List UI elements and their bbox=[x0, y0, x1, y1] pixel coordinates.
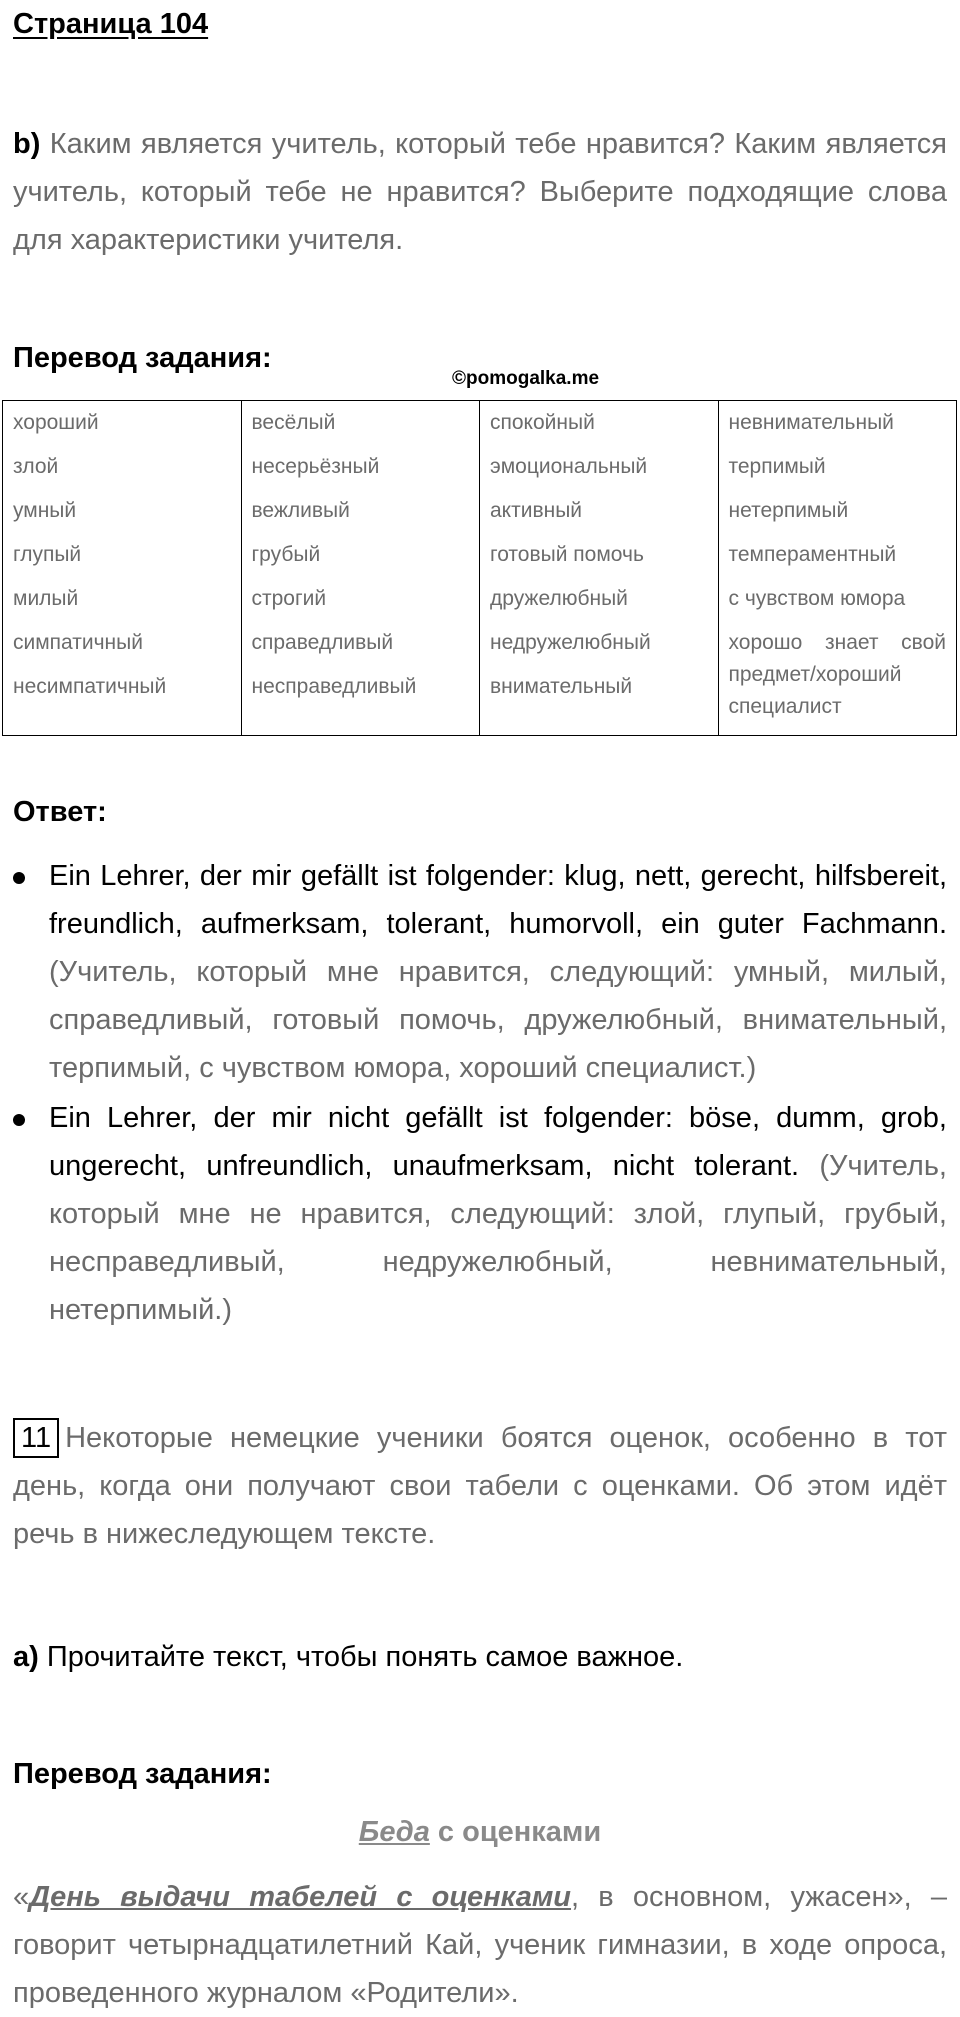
table-column-2 bbox=[241, 401, 480, 736]
translation-heading: Перевод задания: bbox=[13, 1758, 272, 1790]
task-a-label: а) bbox=[13, 1641, 39, 1673]
table-cell: симпатичный bbox=[13, 631, 143, 654]
table-cell: активный bbox=[490, 499, 583, 522]
table-column-4 bbox=[718, 401, 957, 736]
task-b-paragraph bbox=[13, 120, 947, 264]
table-cell: вежливый bbox=[251, 499, 350, 522]
table-cell: с чувством юмора bbox=[728, 587, 906, 610]
table-cell: строгий bbox=[251, 587, 327, 610]
table-cell: глупый bbox=[13, 543, 82, 566]
table-column-3 bbox=[480, 401, 719, 736]
answer-heading: Ответ: bbox=[13, 796, 107, 828]
story-quote-emphasis: День выдачи табелей с оценками bbox=[29, 1881, 572, 1913]
story-title-rest: с оценками bbox=[437, 1816, 602, 1848]
table-cell: умный bbox=[13, 499, 77, 522]
answer-russian: (Учитель, который мне не нравится, следующий: злой, глупый, грубый, несправедливый, недружелюбный, невнимательный, нетерпимый.) bbox=[49, 1150, 947, 1326]
answer-german: Ein Lehrer, der mir gefällt ist folgender: klug, nett, gerecht, hilfsbereit, freundlich, aufmerksam, tolerant, humorvoll, ein guter Fachmann. bbox=[49, 860, 947, 940]
answer-russian: (Учитель, который мне нравится, следующий: умный, милый, справедливый, готовый помочь, дружелюбный, внимательный, терпимый, с чувством юмора, хороший специалист.) bbox=[49, 956, 947, 1084]
table-cell: хороший bbox=[13, 411, 99, 434]
table-cell: милый bbox=[13, 587, 79, 610]
task-11-text: Некоторые немецкие ученики боятся оценок, особенно в тот день, когда они получают свои табели с оценками. Об этом идёт речь в нижеследующем тексте. bbox=[13, 1422, 947, 1550]
table-cell: хорошо знает свой предмет/хороший специалист bbox=[728, 631, 946, 718]
table-cell: несерьёзный bbox=[251, 455, 380, 478]
task-a-paragraph bbox=[13, 1633, 947, 1681]
table-cell: грубый bbox=[251, 543, 321, 566]
table-cell: злой bbox=[13, 455, 59, 478]
table-cell: справедливый bbox=[251, 631, 394, 654]
table-cell: эмоциональный bbox=[490, 455, 648, 478]
story-text: , в основном, ужасен», – говорит четырнадцатилетний Кай, ученик гимназии, в ходе опроса, проведенного журналом «Родители». bbox=[13, 1881, 947, 2009]
answer-german: Ein Lehrer, der mir nicht gefällt ist folgender: böse, dumm, grob, ungerecht, unfreundlich, unaufmerksam, nicht tolerant. bbox=[49, 1102, 947, 1182]
task-11-paragraph bbox=[13, 1414, 947, 1558]
answer-list bbox=[13, 852, 947, 1336]
story-quote-open: « bbox=[13, 1881, 30, 1913]
table-cell: несправедливый bbox=[251, 675, 417, 698]
bullet-icon bbox=[13, 872, 25, 884]
table-cell: внимательный bbox=[490, 675, 633, 698]
table-cell: нетерпимый bbox=[728, 499, 849, 522]
table-column-1 bbox=[3, 401, 242, 736]
table-cell: темпераментный bbox=[728, 543, 897, 566]
translation-heading: Перевод задания: bbox=[13, 342, 272, 374]
bullet-icon bbox=[13, 1114, 25, 1126]
page-title: Страница 104 bbox=[13, 8, 209, 40]
table-cell: дружелюбный bbox=[490, 587, 628, 610]
answer-item bbox=[13, 1094, 947, 1334]
story-title-emphasis: Беда bbox=[358, 1816, 430, 1848]
table-cell: несимпатичный bbox=[13, 675, 167, 698]
table-cell: весёлый bbox=[251, 411, 336, 434]
table-cell: недружелюбный bbox=[490, 631, 651, 654]
answer-item bbox=[13, 852, 947, 1092]
task-number-box: 11 bbox=[13, 1418, 59, 1458]
story-paragraph bbox=[13, 1873, 947, 2017]
task-b-label: b) bbox=[13, 128, 41, 160]
table-cell: терпимый bbox=[728, 455, 826, 478]
adjectives-table bbox=[2, 400, 957, 736]
task-b-text: Каким является учитель, который тебе нравится? Каким является учитель, который тебе не нравится? Выберите подходящие слова для характеристики учителя. bbox=[13, 128, 948, 256]
task-a-text: Прочитайте текст, чтобы понять самое важное. bbox=[46, 1641, 684, 1673]
table-cell: готовый помочь bbox=[490, 543, 644, 566]
table-cell: спокойный bbox=[490, 411, 595, 434]
story-title bbox=[0, 1816, 960, 1849]
watermark: ©pomogalka.me bbox=[452, 368, 600, 389]
table-cell: невнимательный bbox=[728, 411, 894, 434]
